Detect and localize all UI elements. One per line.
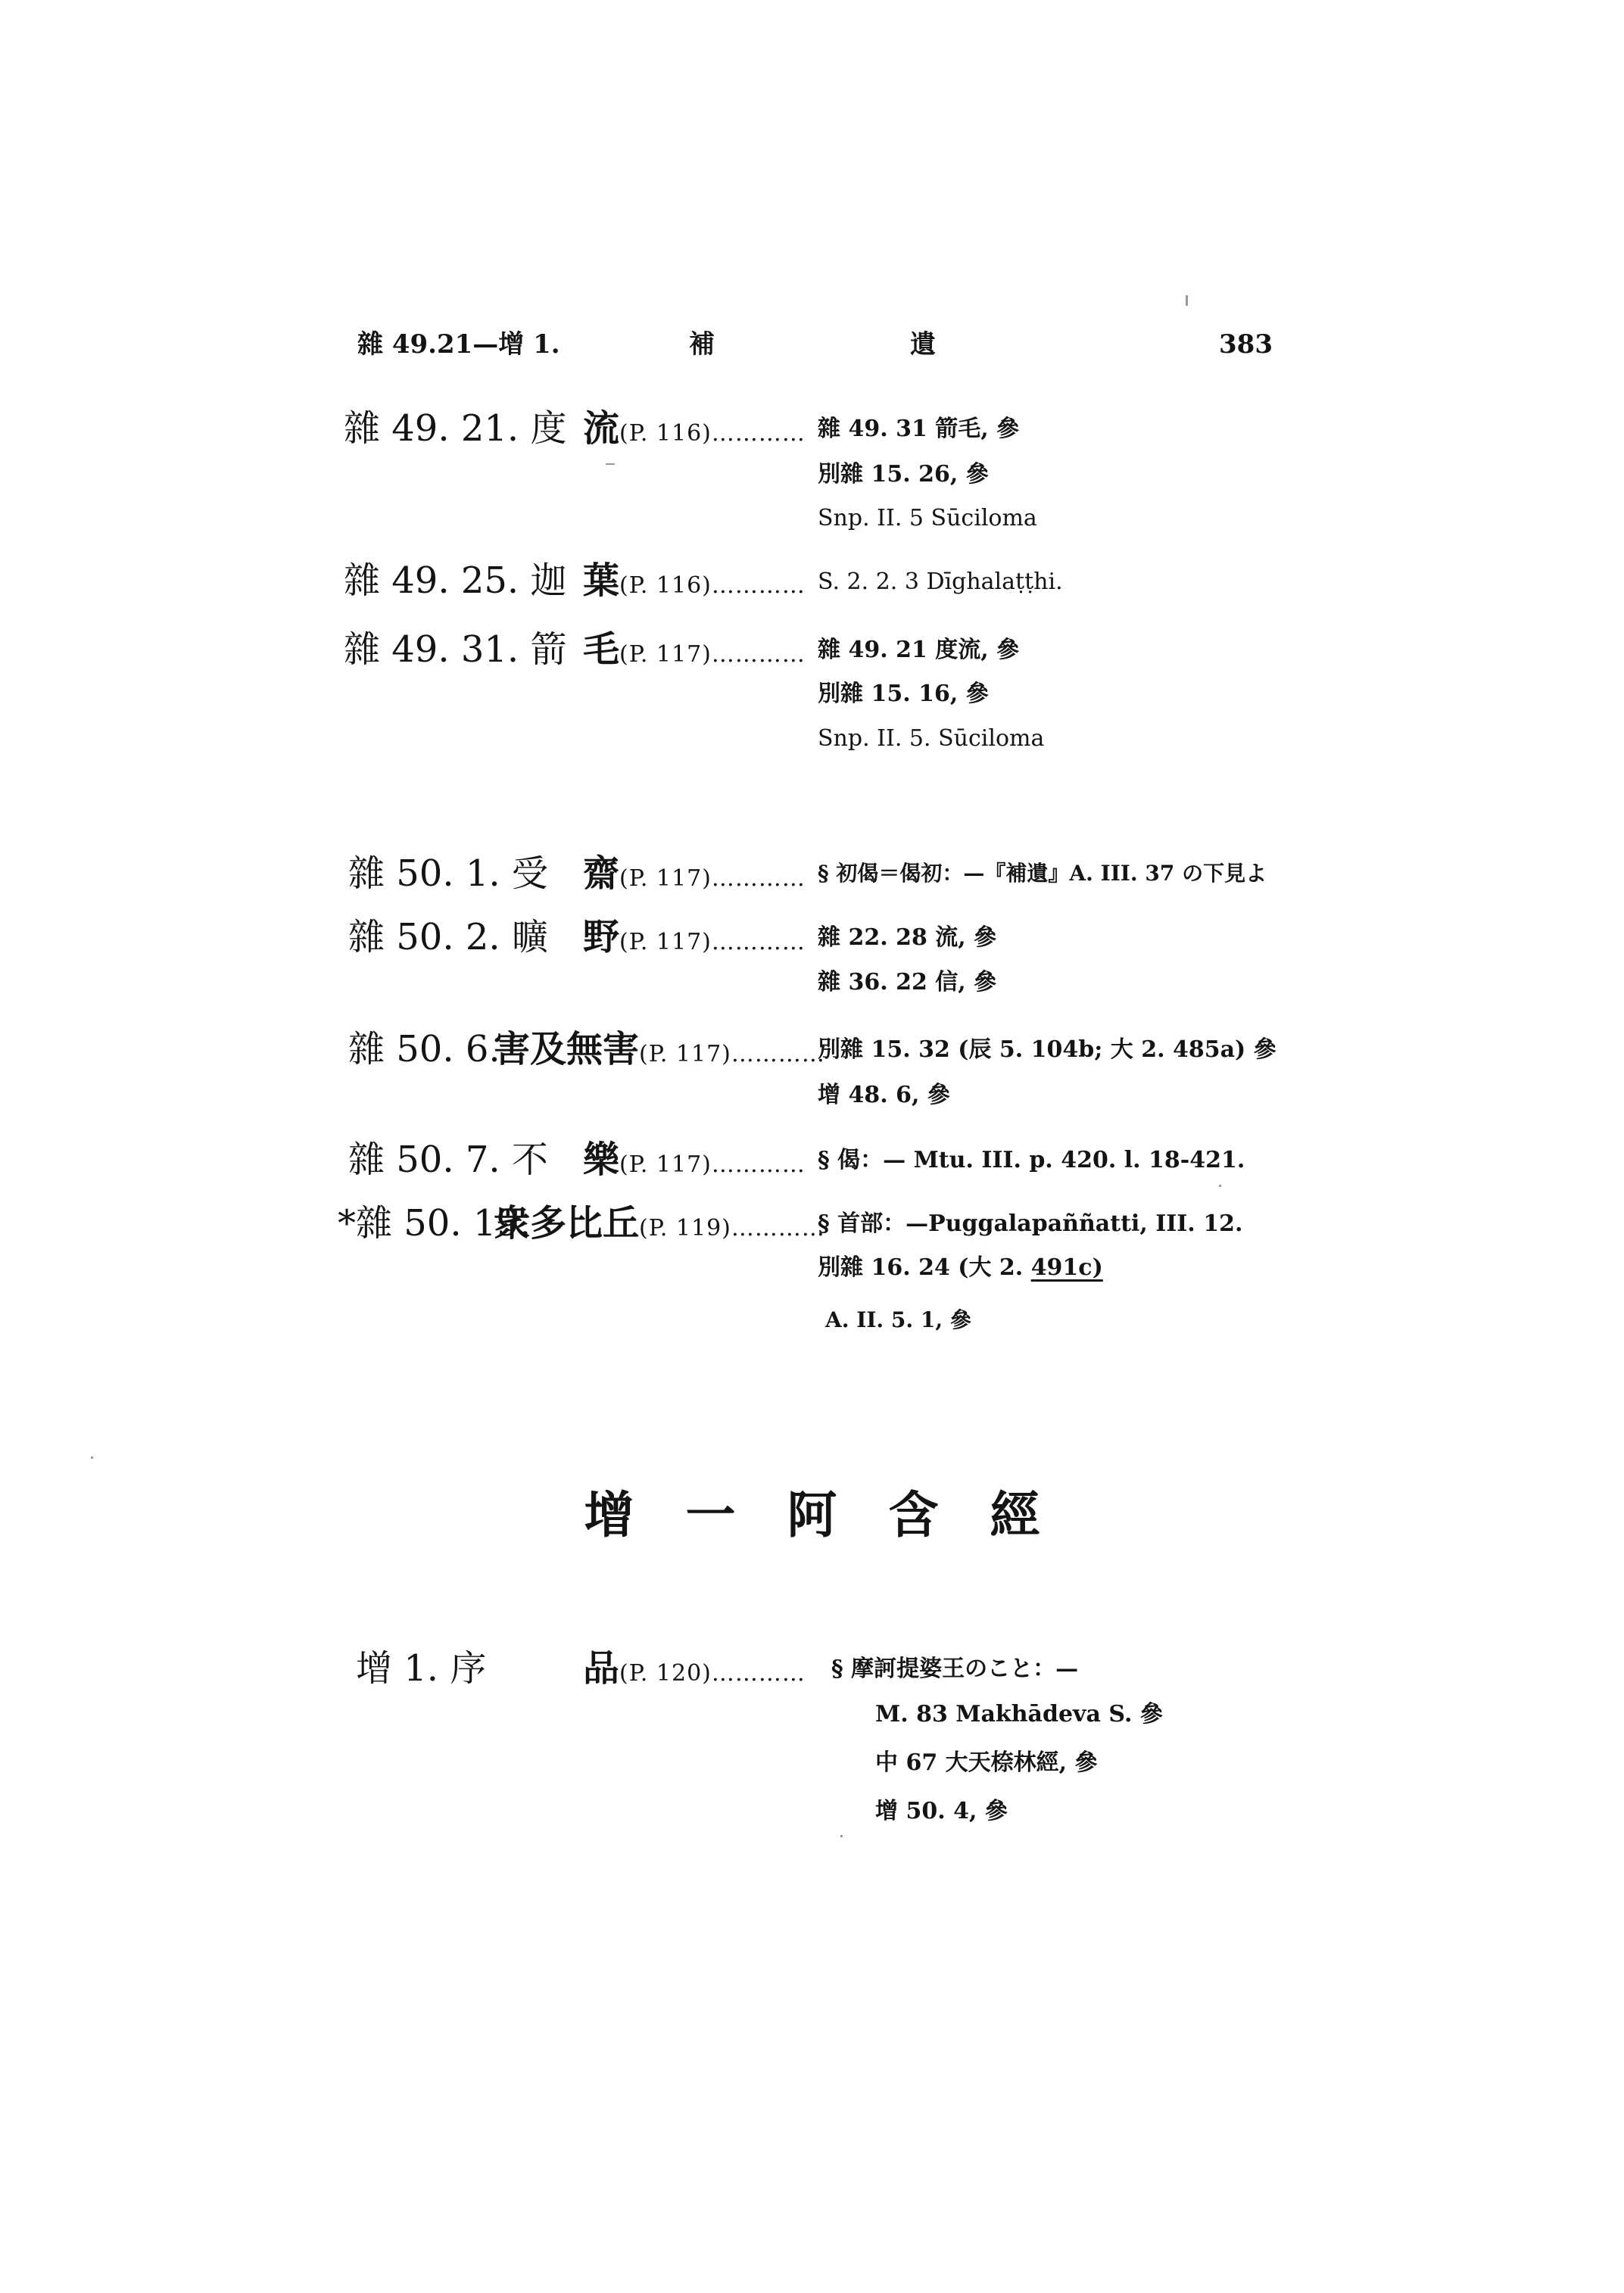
entry-ref: 雜 49. 31 箭毛, 參 [818,416,1020,442]
scan-speck [1186,295,1188,306]
entry-title: 流 [583,407,620,450]
entry-title-line [494,1028,825,1070]
entry-ref: A. II. 5. 1, 參 [825,1307,971,1332]
entry-ref: § 初偈＝偈初：—『補遺』A. III. 37 の下見よ [818,861,1267,886]
entry-source: 雜 50. 6. [348,1028,500,1070]
entry-leader: ………… [731,1041,825,1067]
entry-source: 雜 49. 31. 箭 [344,628,567,671]
entry-leader: ………… [711,572,806,599]
entry-leader: ………… [711,1151,806,1178]
entry-ref: Snp. II. 5 Sūciloma [818,505,1037,531]
entry-leader: ………… [711,865,806,892]
scan-speck [1219,1185,1221,1187]
entry-leader: ………… [711,420,806,447]
entry-title-line [583,407,806,450]
entry-ref: M. 83 Makhādeva S. 參 [875,1701,1163,1728]
entry-source: 雜 50. 7. 不 [348,1139,548,1181]
entry-title: 衆多比丘 [494,1202,640,1245]
entry-title: 害及無害 [494,1028,640,1070]
header-range: 雜 49.21—增 1. [357,329,560,360]
section-title: 增一阿含經 [584,1485,1092,1544]
entry-title: 樂 [583,1139,620,1181]
entry-page-ref: (P. 116) [619,572,712,599]
entry-ref: 雜 49. 21 度流, 參 [818,637,1020,663]
entry-ref: 別雜 16. 24 (大 2. [818,1254,1031,1281]
page-number: 383 [1219,329,1273,360]
entry-ref: Snp. II. 5. Sūciloma [818,725,1045,752]
entry-page-ref: (P. 117) [619,1151,712,1178]
entry-ref: 別雜 15. 16, 參 [818,681,989,707]
entry-page-ref: (P. 116) [619,420,712,447]
entry-title: 葉 [583,559,620,602]
entry-title: 齋 [583,852,620,895]
entry-title-line [583,1139,806,1181]
entry-title: 野 [583,916,620,958]
scan-speck [91,1456,93,1459]
scan-speck [606,463,615,465]
scan-speck [840,1835,843,1837]
entry-title-line [583,1647,806,1690]
entry-ref: 別雜 15. 32 (辰 5. 104b; 大 2. 485a) 參 [818,1036,1276,1063]
entry-source: 雜 49. 21. 度 [344,407,567,450]
entry-leader: ………… [731,1215,825,1242]
entry-title-line [583,628,806,671]
entry-ref: 雜 36. 22 信, 參 [818,969,997,995]
entry-source: 雜 50. 1. 受 [348,852,548,895]
entry-title: 毛 [583,628,620,671]
entry-leader: ………… [711,641,806,668]
entry-ref: 增 48. 6, 參 [818,1082,950,1108]
entry-page-ref: (P. 120) [619,1660,712,1687]
entry-page-ref: (P. 119) [639,1215,731,1242]
entry-source: 雜 49. 25. 迦 [344,559,567,602]
entry-ref: § 偈：— Mtu. III. p. 420. l. 18-421. [818,1147,1245,1173]
entry-ref: S. 2. 2. 3 Dīghalaṭṭhi. [818,569,1063,595]
entry-ref: 增 50. 4, 參 [875,1798,1008,1824]
entry-page-ref: (P. 117) [619,865,712,892]
entry-title-line [583,916,806,958]
entry-ref: 雜 22. 28 流, 參 [818,924,997,951]
entry-title-line [583,852,806,895]
entry-ref-underlined: 491c) [1030,1254,1103,1281]
entry-page-ref: (P. 117) [619,929,712,955]
entry-source: 雜 50. 2. 曠 [348,916,548,958]
header-title-char-1: 補 [689,329,715,360]
entry-ref: § 摩訶提婆王のこと：— [831,1656,1079,1682]
entry-ref-line [818,1254,1103,1281]
entry-ref: 別雜 15. 26, 參 [818,461,989,488]
entry-source: 增 1. 序 [356,1647,487,1690]
entry-ref: § 首部：—Puggalapaññatti, III. 12. [818,1210,1243,1237]
entry-page-ref: (P. 117) [639,1041,731,1067]
entry-title-line [583,559,806,602]
entry-source: *雜 50. 19. [338,1202,531,1245]
entry-title-line [494,1202,825,1245]
entry-leader: ………… [711,929,806,955]
entry-leader: ………… [711,1660,806,1687]
entry-title: 品 [583,1647,620,1690]
entry-page-ref: (P. 117) [619,641,712,668]
entry-ref: 中 67 大天㮈林經, 參 [875,1749,1098,1776]
header-title-char-2: 遺 [910,329,936,360]
